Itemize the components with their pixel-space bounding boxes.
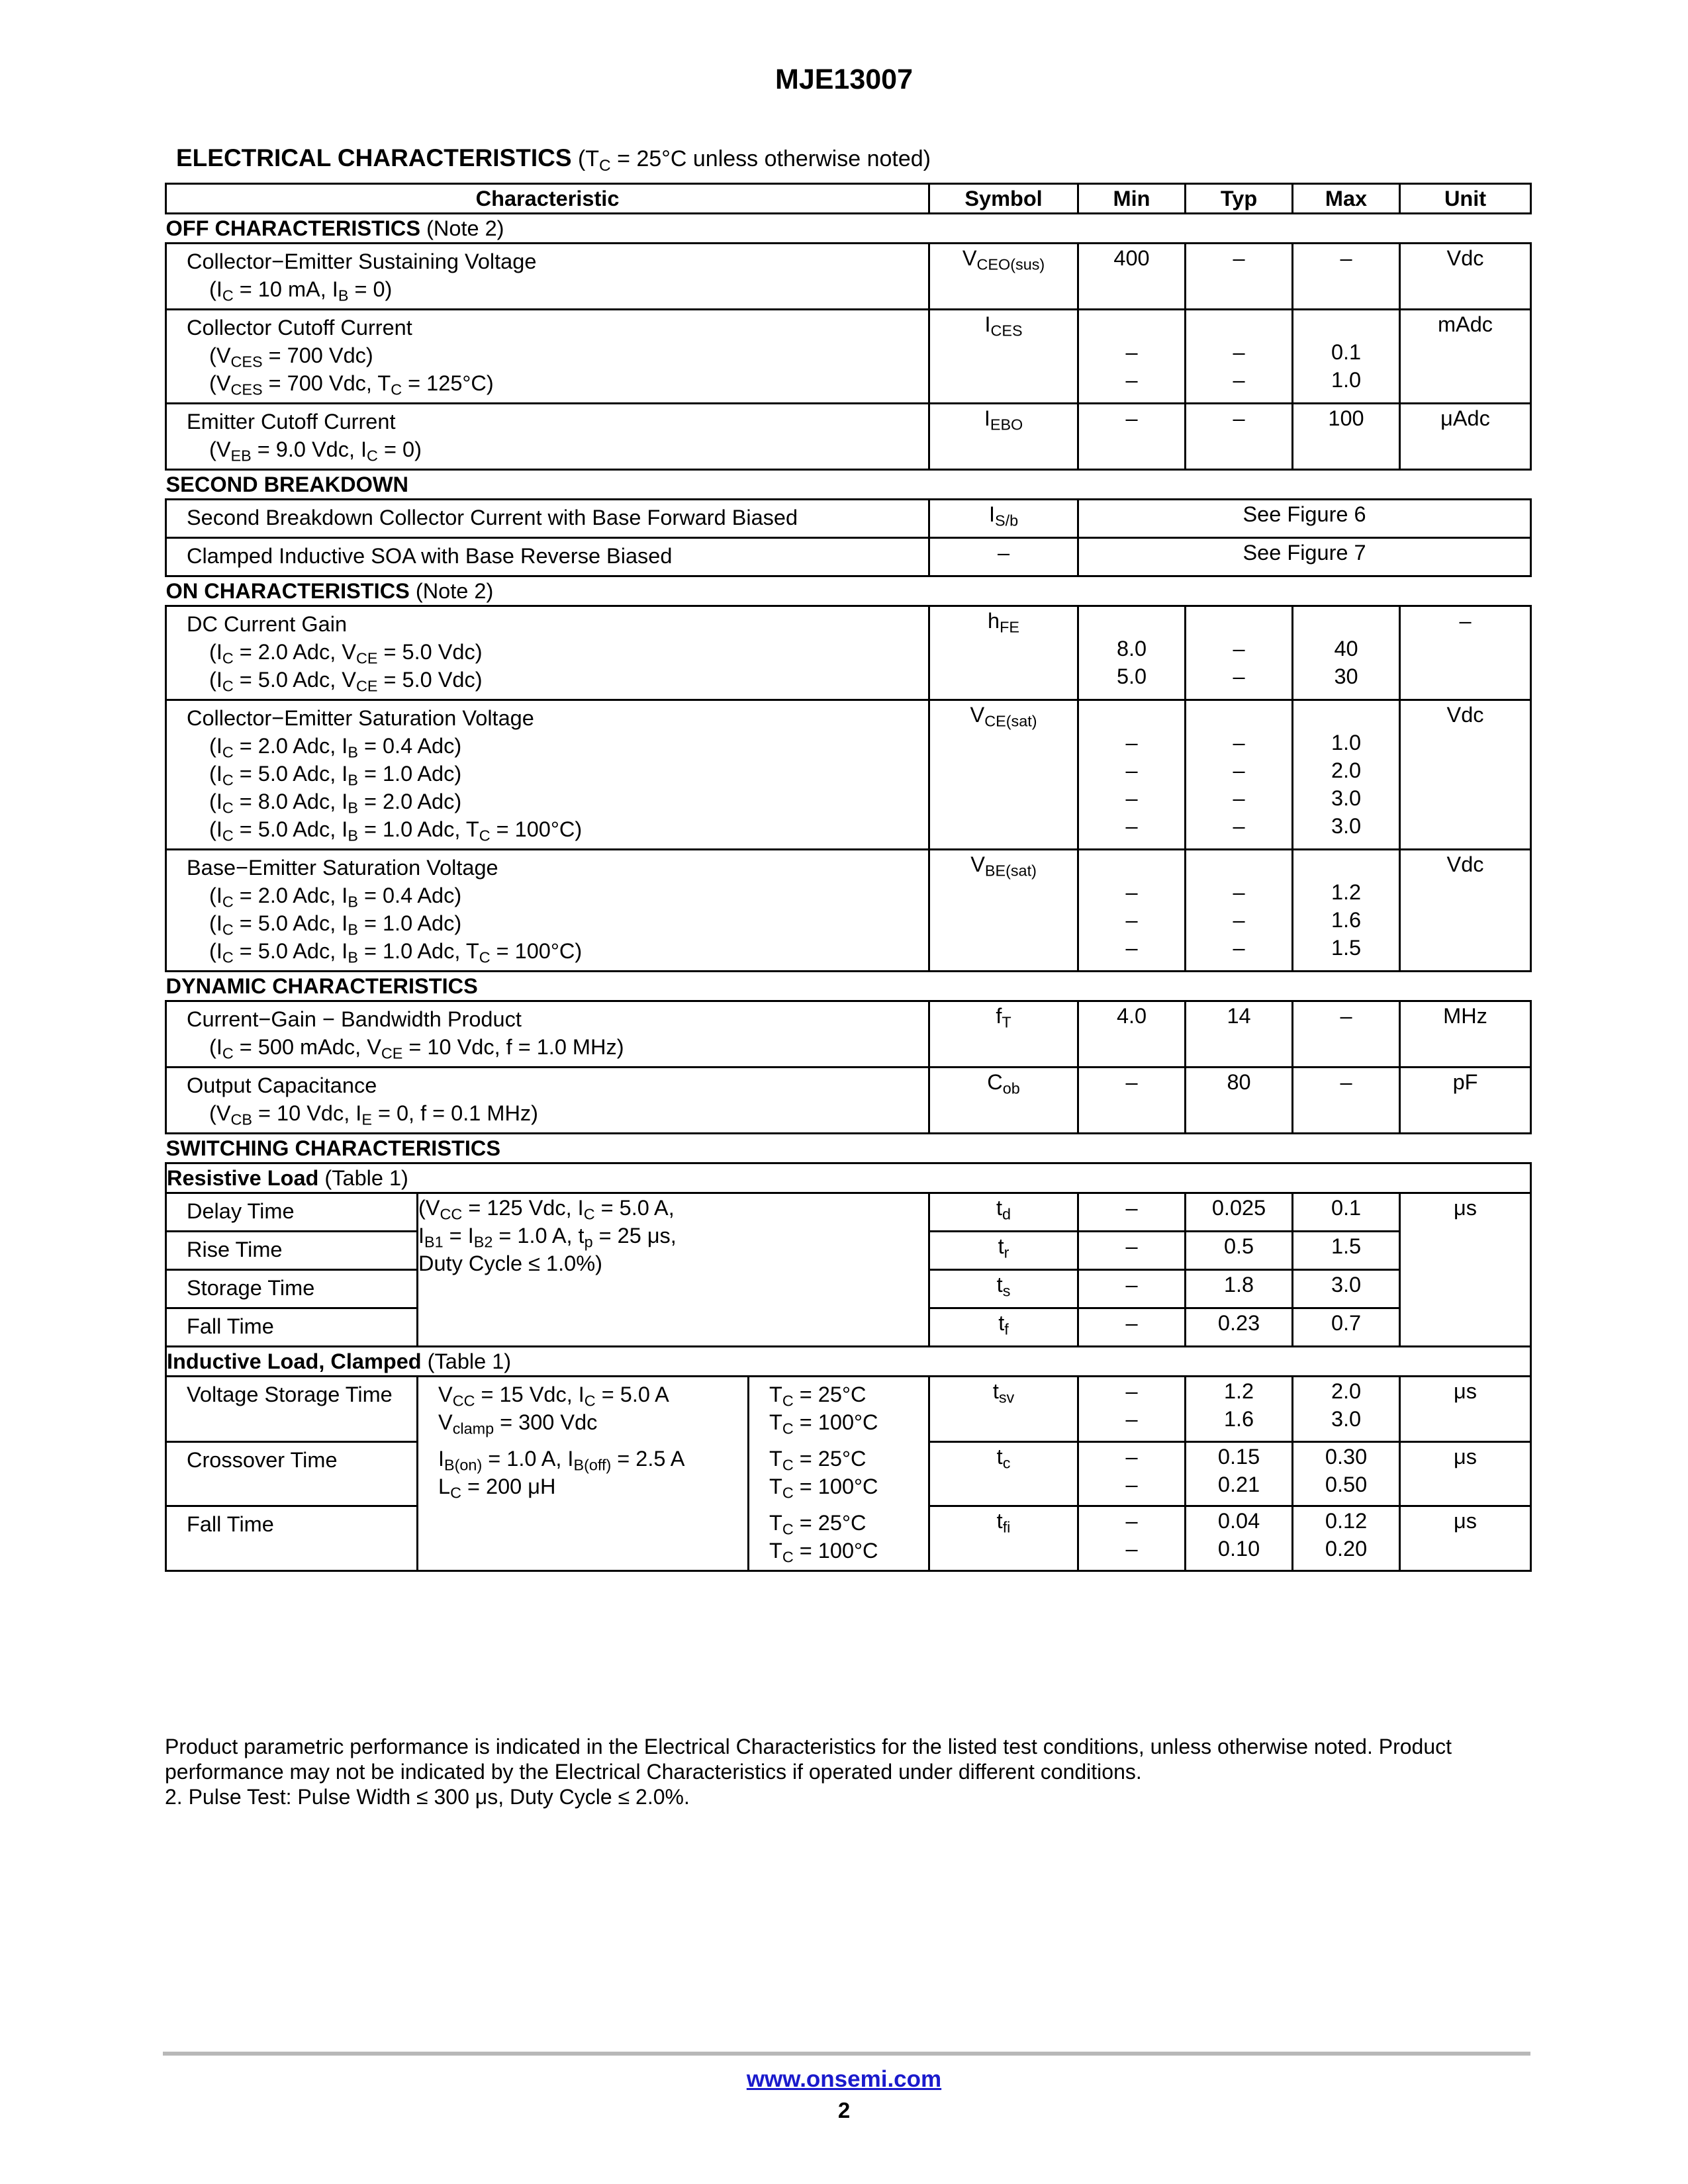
table-row	[166, 1193, 1531, 1232]
unit-cell: μs	[1400, 1193, 1531, 1347]
table-header-row	[166, 184, 1531, 214]
table-row	[166, 1068, 1531, 1134]
footer-divider	[163, 2052, 1530, 2056]
test-conditions-cell: $V_{CC} = 15$ Vdc, $I_C = 5.0$ A $V_{clamp} = 300$ Vdc	[418, 1377, 749, 1442]
unit-cell: Vdc	[1400, 850, 1531, 972]
category-second-breakdown: SECOND BREAKDOWN	[165, 473, 409, 496]
symbol-cell: $t_r$	[929, 1232, 1078, 1270]
min-cell: – –	[1078, 1506, 1186, 1571]
max-cell: 2.0 3.0	[1293, 1377, 1400, 1442]
note-2-text: 2. Pulse Test: Pulse Width ≤ 300 μs, Duty Cycle ≤ 2.0%.	[165, 1785, 690, 1809]
table-row	[166, 1001, 1531, 1068]
section-heading: ELECTRICAL CHARACTERISTICS ($T_C = 25^\circ C$ unless otherwise noted)	[176, 144, 931, 175]
table-row	[166, 1506, 1531, 1571]
symbol-cell: $I_{EBO}$	[929, 404, 1078, 470]
unit-cell: μs	[1400, 1506, 1531, 1571]
symbol-cell: $t_d$	[929, 1193, 1078, 1232]
column-header-unit: Unit	[1400, 184, 1531, 214]
temperature-cell: $T_C = 25^\circ C$ $T_C = 100^\circ C$	[749, 1506, 929, 1571]
electrical-characteristics-table	[165, 183, 1530, 1572]
footnotes	[165, 1734, 1530, 1809]
symbol-cell: $I_{CES}$	[929, 310, 1078, 404]
characteristic-cell: Collector Cutoff Current ($V_{CES} = 700$ Vdc) ($V_{CES} = 700$ Vdc, $T_C = 125^\circ C$)	[166, 310, 929, 404]
characteristic-cell: Fall Time	[166, 1506, 418, 1571]
unit-cell: Vdc	[1400, 700, 1531, 850]
characteristic-cell: Clamped Inductive SOA with Base Reverse Biased	[166, 538, 929, 576]
typ-cell: 1.2 1.6	[1186, 1377, 1293, 1442]
characteristic-cell: Delay Time	[166, 1193, 418, 1232]
characteristic-cell: Storage Time	[166, 1270, 418, 1308]
characteristic-cell: Fall Time	[166, 1308, 418, 1347]
table-row	[166, 1441, 1531, 1506]
max-cell: –	[1293, 1001, 1400, 1068]
typ-cell: – –	[1186, 310, 1293, 404]
characteristic-cell: Collector−Emitter Saturation Voltage ($I_C = 2.0$ Adc, $I_B = 0.4$ Adc) ($I_C = 5.0$ Adc, $I_B = 1.0$ Adc) ($I_C = 8.0$ Adc, $I_B = 2.0$ Adc) ($I_C = 5.0$ Adc, $I_B = 1.0$ Adc, $T_C = 100^\circ C$)	[166, 700, 929, 850]
symbol-cell: $t_c$	[929, 1441, 1078, 1506]
max-cell: 3.0	[1293, 1270, 1400, 1308]
test-conditions-cell	[418, 1506, 749, 1571]
table-row	[166, 244, 1531, 310]
max-cell: 0.1 1.0	[1293, 310, 1400, 404]
subsection-row	[166, 1347, 1531, 1377]
max-cell: –	[1293, 244, 1400, 310]
characteristic-cell: Second Breakdown Collector Current with Base Forward Biased	[166, 500, 929, 538]
unit-cell: pF	[1400, 1068, 1531, 1134]
symbol-cell: –	[929, 538, 1078, 576]
table-row	[166, 850, 1531, 972]
max-cell: 0.12 0.20	[1293, 1506, 1400, 1571]
symbol-cell: $C_{ob}$	[929, 1068, 1078, 1134]
column-header-typ: Typ	[1186, 184, 1293, 214]
min-cell: –	[1078, 1270, 1186, 1308]
max-cell: 1.2 1.6 1.5	[1293, 850, 1400, 972]
min-cell: –	[1078, 1308, 1186, 1347]
min-cell: –	[1078, 1232, 1186, 1270]
typ-cell: 0.15 0.21	[1186, 1441, 1293, 1506]
unit-cell: μAdc	[1400, 404, 1531, 470]
min-cell: – –	[1078, 310, 1186, 404]
symbol-cell: $V_{CEO(sus)}$	[929, 244, 1078, 310]
characteristic-cell: Voltage Storage Time	[166, 1377, 418, 1442]
figure-reference-cell: See Figure 6	[1078, 500, 1531, 538]
min-cell: 8.0 5.0	[1078, 606, 1186, 700]
column-header-max: Max	[1293, 184, 1400, 214]
min-cell: – –	[1078, 1377, 1186, 1442]
typ-cell: 1.8	[1186, 1270, 1293, 1308]
test-conditions-cell: $I_{B(on)} = 1.0$ A, $I_{B(off)} = 2.5$ A $L_C = 200$ μH	[418, 1441, 749, 1506]
characteristic-cell: DC Current Gain ($I_C = 2.0$ Adc, $V_{CE} = 5.0$ Vdc) ($I_C = 5.0$ Adc, $V_{CE} = 5.0$ Vdc)	[166, 606, 929, 700]
unit-cell: MHz	[1400, 1001, 1531, 1068]
category-on-characteristics: ON CHARACTERISTICS (Note 2)	[165, 579, 494, 603]
table-row	[166, 1377, 1531, 1442]
max-cell: 100	[1293, 404, 1400, 470]
symbol-cell: $f_T$	[929, 1001, 1078, 1068]
category-switching-characteristics: SWITCHING CHARACTERISTICS	[165, 1136, 501, 1160]
typ-cell: – –	[1186, 606, 1293, 700]
symbol-cell: $V_{CE(sat)}$	[929, 700, 1078, 850]
symbol-cell: $V_{BE(sat)}$	[929, 850, 1078, 972]
typ-cell: 0.04 0.10	[1186, 1506, 1293, 1571]
subsection-inductive-load: Inductive Load, Clamped (Table 1)	[166, 1347, 1531, 1377]
min-cell: –	[1078, 1068, 1186, 1134]
min-cell: – – – –	[1078, 700, 1186, 850]
typ-cell: 0.025	[1186, 1193, 1293, 1232]
min-cell: –	[1078, 1193, 1186, 1232]
typ-cell: –	[1186, 404, 1293, 470]
min-cell: 4.0	[1078, 1001, 1186, 1068]
characteristic-cell: Current−Gain − Bandwidth Product ($I_C = 500$ mAdc, $V_{CE} = 10$ Vdc, f = 1.0 MHz)	[166, 1001, 929, 1068]
temperature-cell: $T_C = 25^\circ C$ $T_C = 100^\circ C$	[749, 1441, 929, 1506]
subsection-resistive-load: Resistive Load (Table 1)	[166, 1163, 1531, 1193]
max-cell: 0.7	[1293, 1308, 1400, 1347]
symbol-cell: $h_{FE}$	[929, 606, 1078, 700]
unit-cell: Vdc	[1400, 244, 1531, 310]
website-link[interactable]: www.onsemi.com	[746, 2066, 942, 2092]
max-cell: 0.1	[1293, 1193, 1400, 1232]
max-cell: 1.5	[1293, 1232, 1400, 1270]
unit-cell: μs	[1400, 1377, 1531, 1442]
table-row	[166, 700, 1531, 850]
symbol-cell: $I_{S/b}$	[929, 500, 1078, 538]
subsection-row	[166, 1163, 1531, 1193]
min-cell: – –	[1078, 1441, 1186, 1506]
typ-cell: – – –	[1186, 850, 1293, 972]
characteristic-cell: Crossover Time	[166, 1441, 418, 1506]
table-row	[166, 606, 1531, 700]
category-dynamic-characteristics: DYNAMIC CHARACTERISTICS	[165, 974, 478, 998]
temperature-cell: $T_C = 25^\circ C$ $T_C = 100^\circ C$	[749, 1377, 929, 1442]
symbol-cell: $t_{sv}$	[929, 1377, 1078, 1442]
symbol-cell: $t_{fi}$	[929, 1506, 1078, 1571]
max-cell: 1.0 2.0 3.0 3.0	[1293, 700, 1400, 850]
characteristic-cell: Collector−Emitter Sustaining Voltage ($I_C = 10$ mA, $I_B = 0$)	[166, 244, 929, 310]
typ-cell: – – – –	[1186, 700, 1293, 850]
column-header-symbol: Symbol	[929, 184, 1078, 214]
typ-cell: 80	[1186, 1068, 1293, 1134]
max-cell: –	[1293, 1068, 1400, 1134]
table-row	[166, 404, 1531, 470]
symbol-cell: $t_f$	[929, 1308, 1078, 1347]
typ-cell: 0.5	[1186, 1232, 1293, 1270]
max-cell: 40 30	[1293, 606, 1400, 700]
page-number: 2	[837, 2098, 851, 2122]
column-header-characteristic: Characteristic	[166, 184, 929, 214]
symbol-cell: $t_s$	[929, 1270, 1078, 1308]
max-cell: 0.30 0.50	[1293, 1441, 1400, 1506]
table-row	[166, 500, 1531, 538]
document-title: MJE13007	[775, 64, 913, 95]
characteristic-cell: Output Capacitance ($V_{CB} = 10$ Vdc, $I_E = 0$, f = 0.1 MHz)	[166, 1068, 929, 1134]
typ-cell: 14	[1186, 1001, 1293, 1068]
typ-cell: –	[1186, 244, 1293, 310]
characteristic-cell: Emitter Cutoff Current ($V_{EB} = 9.0$ Vdc, $I_C = 0$)	[166, 404, 929, 470]
figure-reference-cell: See Figure 7	[1078, 538, 1531, 576]
disclaimer-text: Product parametric performance is indicated in the Electrical Characteristics for the listed test conditions, unless otherwise noted. Product performance may not be indicated by the Electrical Characteristics if operated under different conditions.	[165, 1735, 1452, 1784]
category-off-characteristics: OFF CHARACTERISTICS (Note 2)	[165, 216, 504, 240]
column-header-min: Min	[1078, 184, 1186, 214]
min-cell: – – –	[1078, 850, 1186, 972]
min-cell: 400	[1078, 244, 1186, 310]
unit-cell: mAdc	[1400, 310, 1531, 404]
table-row	[166, 310, 1531, 404]
typ-cell: 0.23	[1186, 1308, 1293, 1347]
unit-cell: –	[1400, 606, 1531, 700]
min-cell: –	[1078, 404, 1186, 470]
table-row	[166, 538, 1531, 576]
unit-cell: μs	[1400, 1441, 1531, 1506]
characteristic-cell: Rise Time	[166, 1232, 418, 1270]
characteristic-cell: Base−Emitter Saturation Voltage ($I_C = 2.0$ Adc, $I_B = 0.4$ Adc) ($I_C = 5.0$ Adc, $I_B = 1.0$ Adc) ($I_C = 5.0$ Adc, $I_B = 1.0$ Adc, $T_C = 100^\circ C$)	[166, 850, 929, 972]
test-conditions-cell: ($V_{CC} = 125$ Vdc, $I_C = 5.0$ A, $I_{B1} = I_{B2} = 1.0$ A, $t_p = 25$ μs, Duty Cycle ≤ 1.0%)	[418, 1193, 929, 1347]
